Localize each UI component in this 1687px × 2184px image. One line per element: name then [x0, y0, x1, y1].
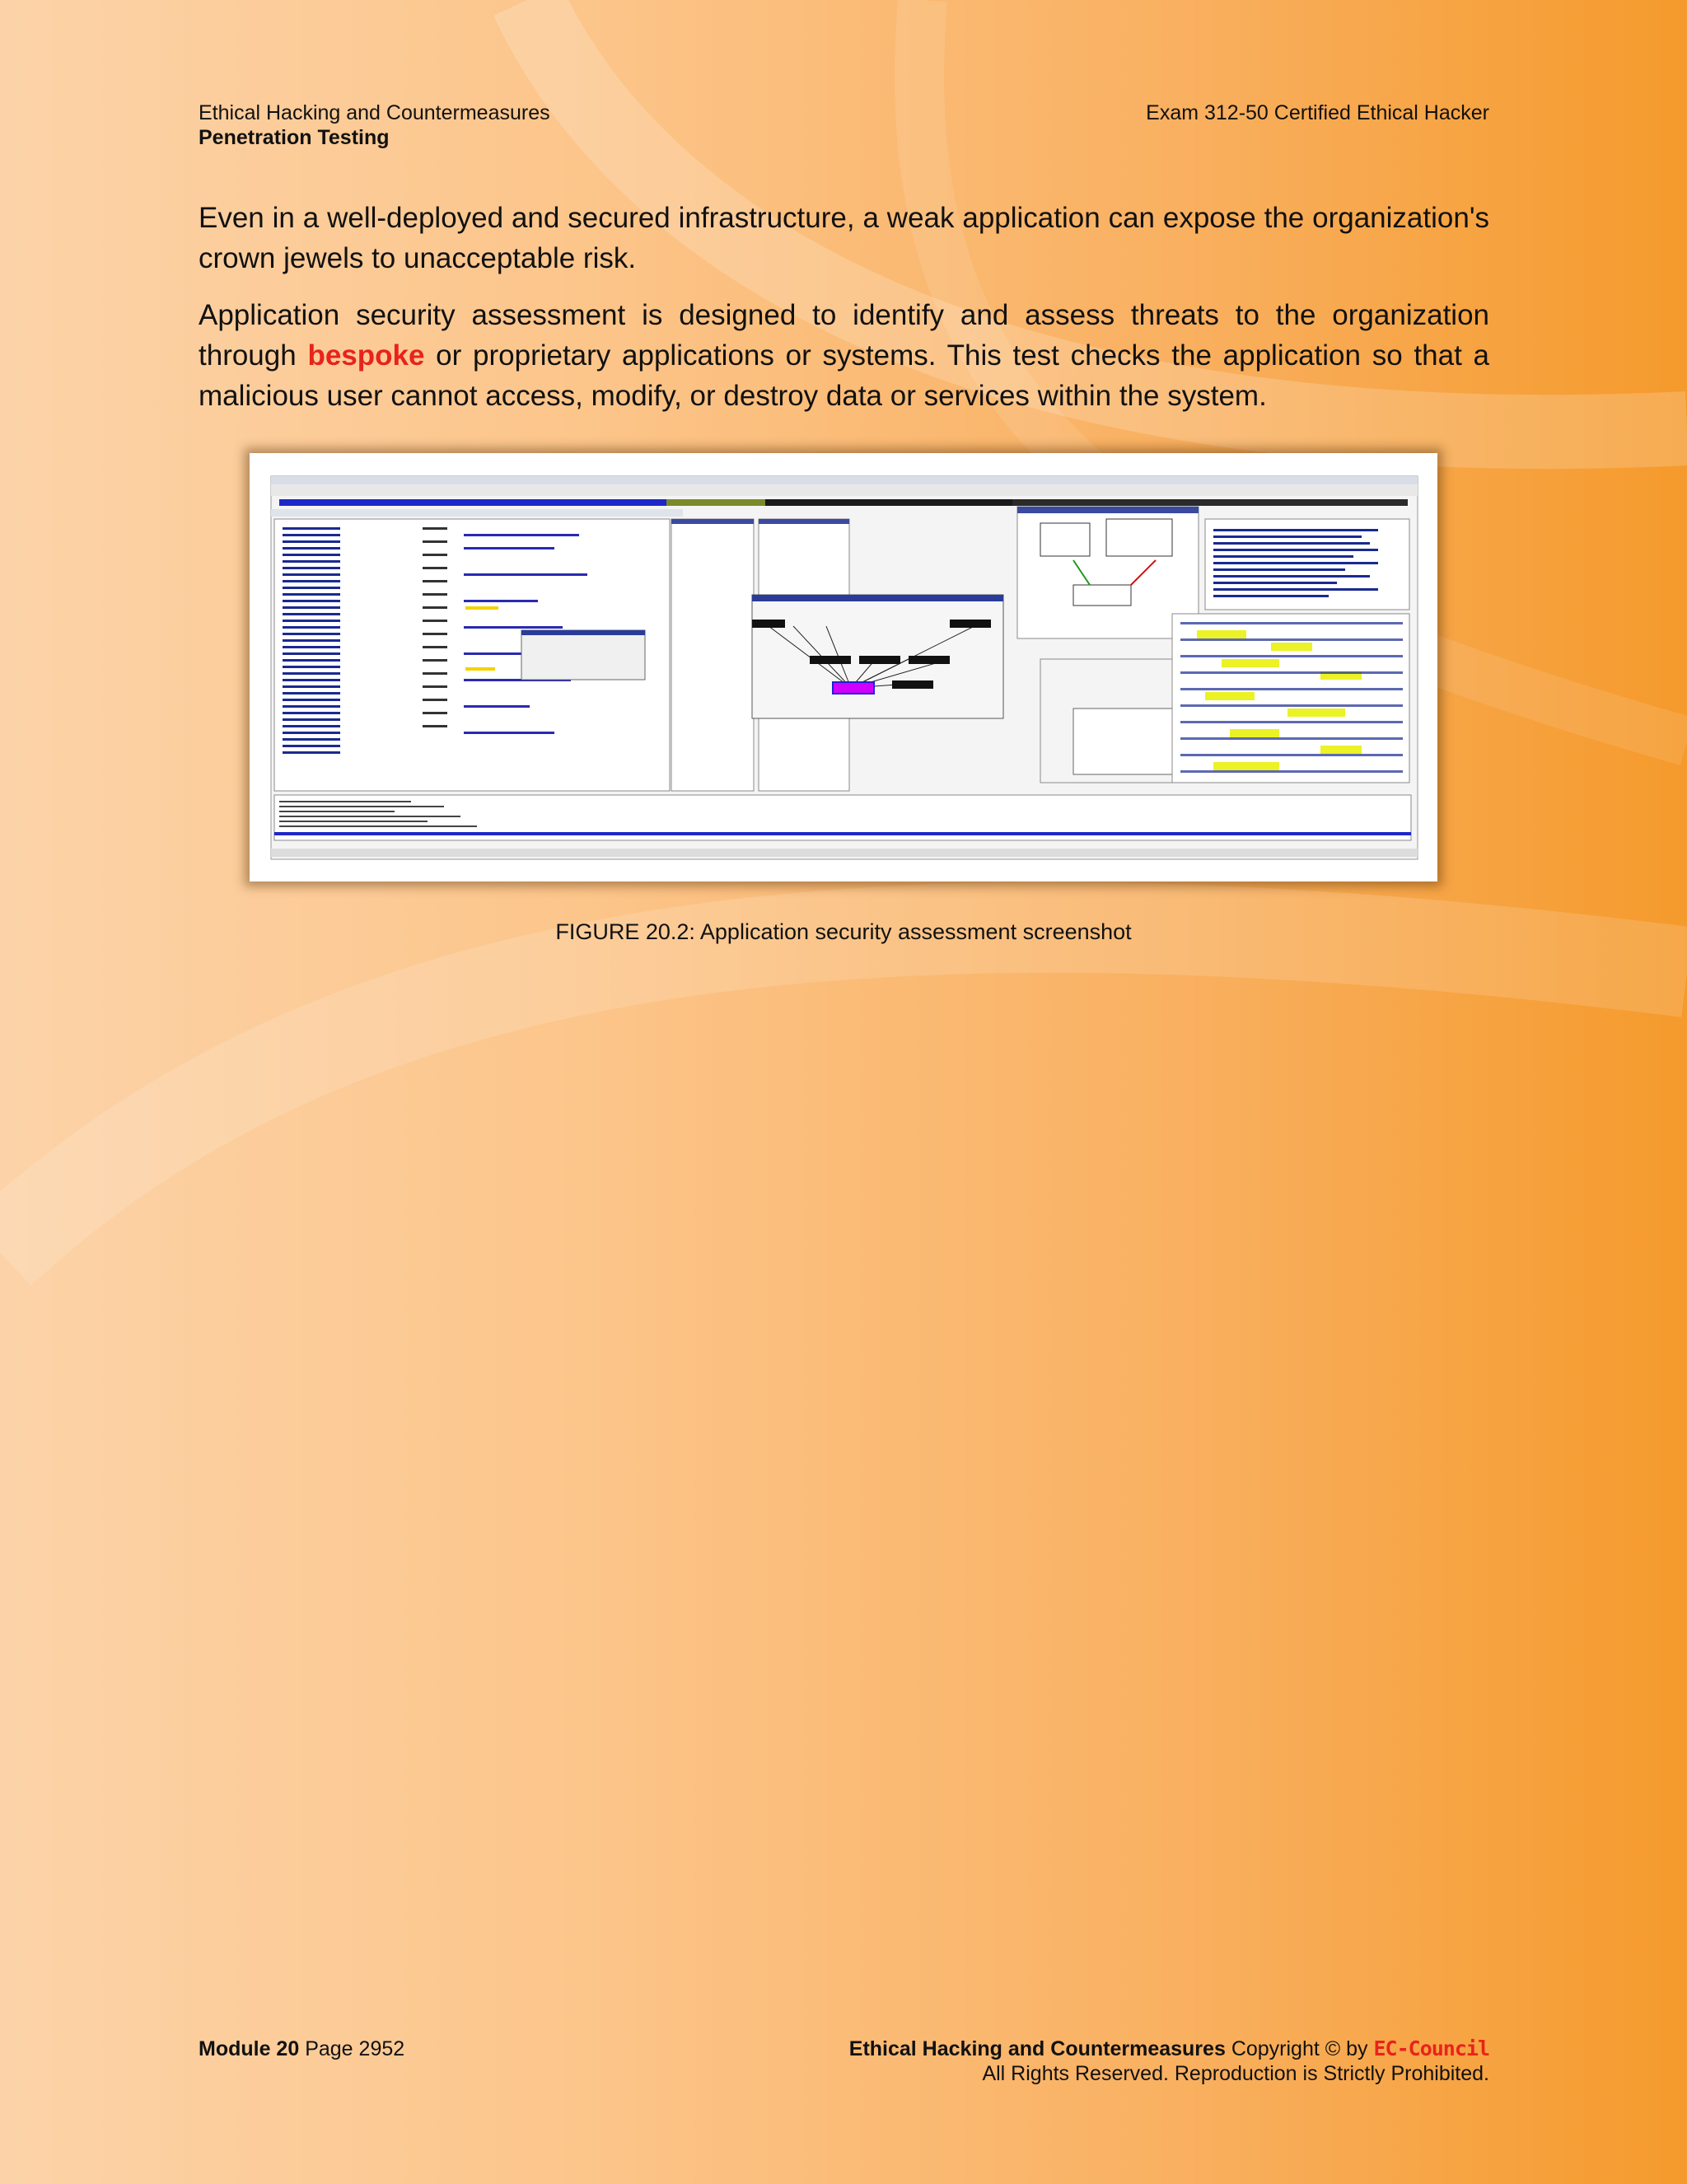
paragraph-text: Application security assessment is designed to identify and assess threats to the organization through — [199, 299, 1489, 372]
copyright-course: Ethical Hacking and Countermeasures — [848, 2037, 1226, 2060]
module-topic: Penetration Testing — [199, 126, 390, 149]
figure-caption: FIGURE 20.2: Application security assessment screenshot — [555, 919, 1132, 944]
ec-council-logo-text: EC-Council — [1373, 2037, 1489, 2060]
module-label: Module 20 — [199, 2037, 300, 2060]
highlighted-term: bespoke — [307, 339, 425, 372]
body-paragraph-2 — [199, 295, 1489, 416]
body-paragraph-1: Even in a well-deployed and secured infrastructure, a weak application can expose the organization's crown jewels to unacceptable risk. — [199, 202, 1489, 274]
paragraph-text: or proprietary applications or systems. This test checks the application so that a malicious user cannot access, modify, or destroy data or services within the system. — [199, 339, 1489, 412]
page-footer-right — [849, 2037, 1489, 2086]
rights-notice: All Rights Reserved. Reproduction is Strictly Prohibited. — [982, 2062, 1489, 2085]
course-title: Ethical Hacking and Countermeasures — [199, 101, 550, 124]
page-number: Page 2952 — [305, 2037, 405, 2060]
copyright-text: Copyright © by — [1231, 2037, 1368, 2060]
disassembler-screenshot-image — [250, 453, 1437, 882]
page-footer-left — [199, 2037, 404, 2061]
page-header-left — [199, 101, 550, 150]
exam-title: Exam 312-50 Certified Ethical Hacker — [1146, 101, 1489, 124]
figure-screenshot — [250, 453, 1437, 882]
